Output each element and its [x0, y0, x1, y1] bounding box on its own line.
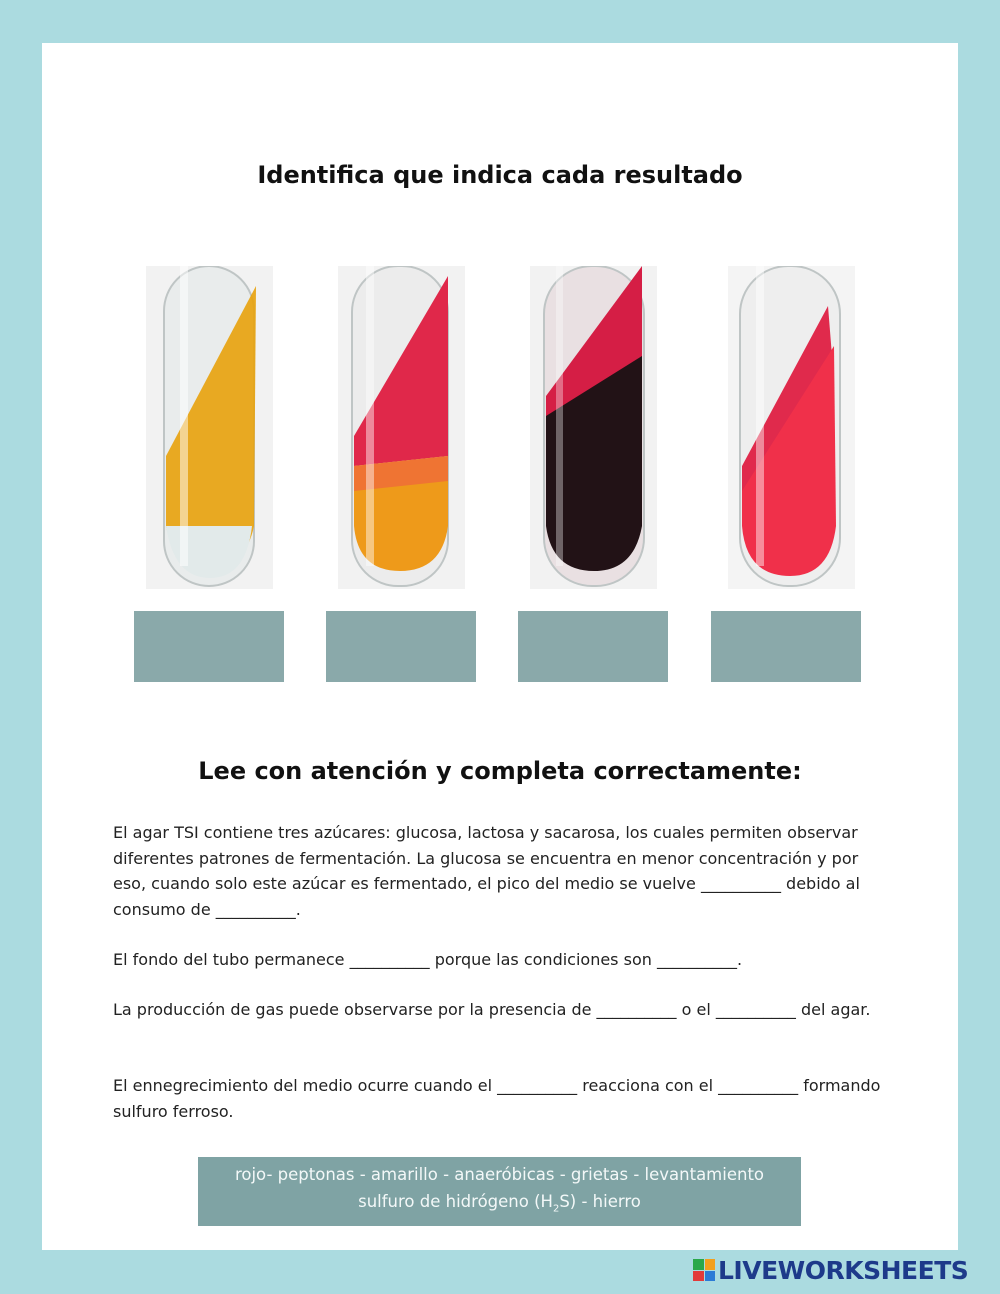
paragraph-2: El fondo del tubo permanece __________ porque las condiciones son __________.	[113, 950, 743, 969]
word-bank-subscript: 2	[552, 1203, 560, 1215]
answer-box-1[interactable]	[134, 611, 284, 682]
paragraph-3: La producción de gas puede observarse por la presencia de __________ o el __________ del agar.	[113, 1000, 871, 1019]
liveworksheets-logo-icon	[693, 1259, 715, 1281]
liveworksheets-logo-text: LIVEWORKSHEETS	[718, 1255, 969, 1285]
answer-box-2[interactable]	[326, 611, 476, 682]
tube-image-2	[338, 266, 465, 589]
word-bank-line-1: rojo- peptonas - amarillo - anaeróbicas - grietas - levantamiento	[234, 1164, 765, 1184]
answer-box-4[interactable]	[711, 611, 861, 682]
section-title-complete: Lee con atención y completa correctamente:	[198, 757, 802, 785]
section-title-identify: Identifica que indica cada resultado	[257, 161, 743, 189]
tube-image-4	[728, 266, 855, 589]
paragraph-1: El agar TSI contiene tres azúcares: glucosa, lactosa y sacarosa, los cuales permiten observar diferentes patrones de fermentación. La glucosa se encuentra en menor concentración y por eso, cuando solo este azúcar es fermentado, el pico del medio se vuelve __________ debido al consumo de __________.	[113, 823, 860, 919]
worksheet-page	[42, 43, 958, 1250]
paragraph-4: El ennegrecimiento del medio ocurre cuando el __________ reacciona con el __________ formando sulfuro ferroso.	[113, 1076, 881, 1121]
word-bank-line-2-suffix: S) - hierro	[559, 1191, 641, 1211]
tube-image-1	[146, 266, 273, 589]
word-bank-line-2	[198, 1188, 801, 1222]
word-bank-line-2-prefix: sulfuro de hidrógeno (H	[358, 1191, 553, 1211]
tube-image-3	[530, 266, 657, 589]
answer-box-3[interactable]	[518, 611, 668, 682]
word-bank	[198, 1157, 801, 1226]
liveworksheets-logo[interactable]	[693, 1256, 968, 1284]
